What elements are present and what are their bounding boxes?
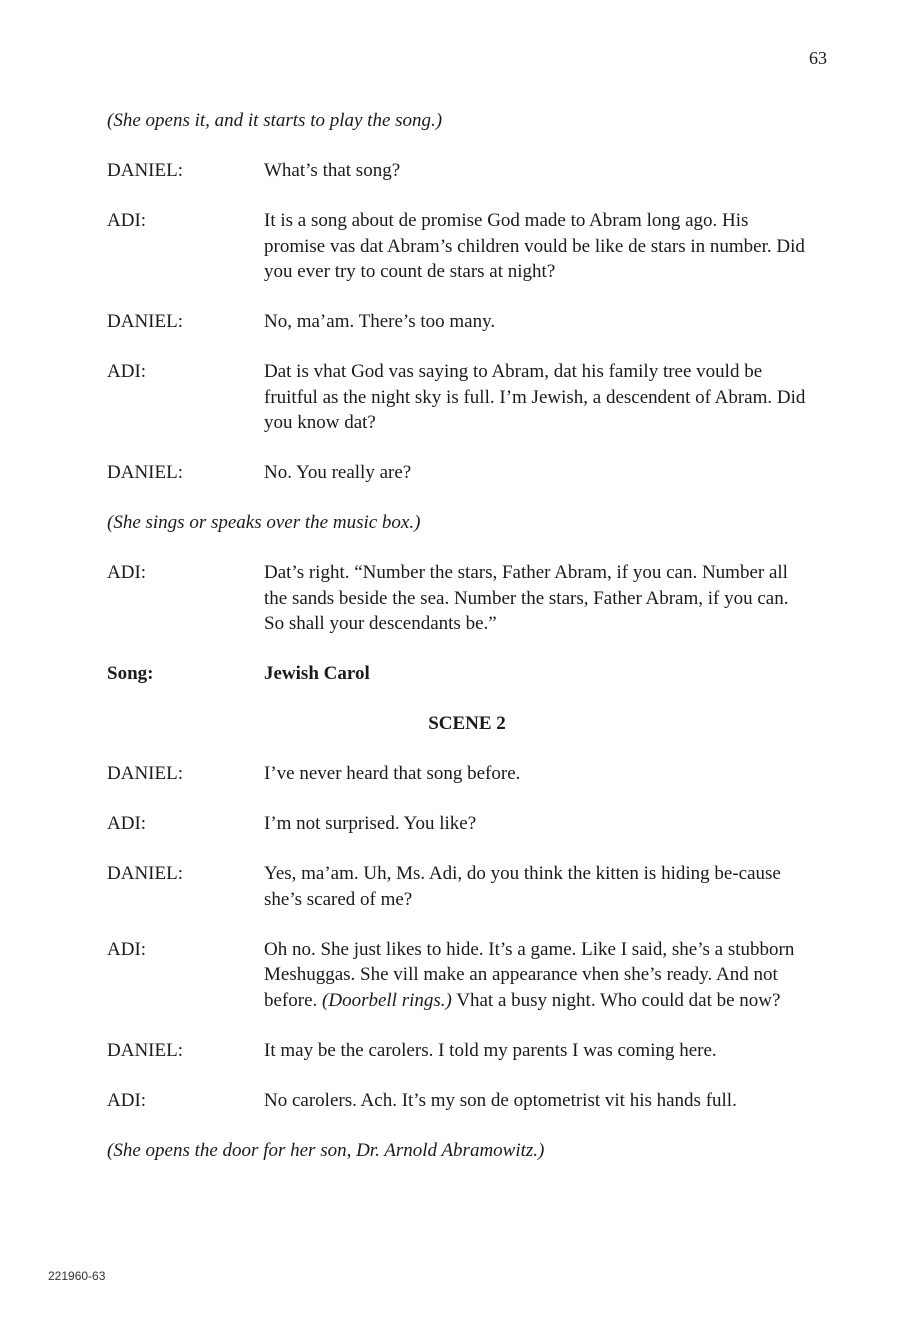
speaker-name: DANIEL: (107, 160, 183, 181)
song-cue (107, 661, 807, 687)
dialogue-line (107, 937, 807, 1014)
dialogue-text: It may be the carolers. I told my parents I was coming here. (264, 1039, 717, 1061)
inline-stage-direction: (Doorbell rings.) (322, 989, 452, 1011)
speaker-name: ADI: (107, 1089, 147, 1111)
speaker-name: DANIEL: (107, 1039, 183, 1061)
dialogue-text: No. You really are? (264, 462, 412, 483)
page-number: 63 (809, 48, 827, 68)
dialogue-text: It is a song about de promise God made to Abram long ago. His promise vas dat Abram’s children vould be like de stars in number. Did you ever try to count de stars at night? (264, 210, 805, 282)
speaker-name: DANIEL: (107, 863, 183, 884)
speaker-name: DANIEL: (107, 311, 183, 332)
dialogue-text: Yes, ma’am. Uh, Ms. Adi, do you think the kitten is hiding be-cause she’s scared of me? (264, 863, 781, 910)
speaker-name: ADI: (107, 813, 147, 834)
speaker-name: DANIEL: (107, 462, 183, 483)
scene-heading: SCENE 2 (428, 713, 506, 734)
stage-direction: (She sings or speaks over the music box.) (107, 512, 421, 533)
dialogue-text: I’ve never heard that song before. (264, 763, 521, 784)
song-label: Song: (107, 663, 154, 684)
dialogue-text: Dat is vhat God vas saying to Abram, dat his family tree vould be fruitful as the night sky is full. I’m Jewish, a descendent of Abram. Did you know dat? (264, 361, 806, 433)
dialogue-text-part: Oh no. She just likes to hide. It’s a game. Like I said, she’s a stubborn Meshuggas. She vill make an appearance vhen she’s ready. And not before. (264, 938, 795, 1011)
footer-code: 221960-63 (48, 1269, 106, 1283)
speaker-name: ADI: (107, 210, 147, 231)
dialogue-line (107, 560, 807, 637)
dialogue-line (107, 309, 807, 335)
stage-direction: (She opens it, and it starts to play the song.) (107, 110, 443, 131)
speaker-name: ADI: (107, 361, 147, 382)
dialogue-line (107, 460, 807, 486)
dialogue-line (107, 1088, 807, 1114)
dialogue-line (107, 761, 807, 787)
song-title: Jewish Carol (264, 663, 370, 684)
dialogue-text: No carolers. Ach. It’s my son de optometrist vit his hands full. (264, 1089, 737, 1111)
dialogue-text-part: Vhat a busy night. Who could dat be now? (451, 989, 781, 1011)
dialogue-line (107, 359, 807, 436)
speaker-name: ADI: (107, 562, 147, 583)
stage-direction: (She opens the door for her son, Dr. Arnold Abramowitz.) (107, 1139, 545, 1161)
dialogue-text: No, ma’am. There’s too many. (264, 311, 496, 332)
speaker-name: DANIEL: (107, 763, 183, 784)
dialogue-line (107, 208, 807, 285)
dialogue-line (107, 158, 807, 184)
dialogue-line (107, 861, 807, 912)
dialogue-text: I’m not surprised. You like? (264, 813, 477, 834)
dialogue-text: What’s that song? (264, 160, 401, 181)
dialogue-text: Dat’s right. “Number the stars, Father Abram, if you can. Number all the sands beside the sea. Number the stars, Father Abram, if you can. So shall your descendants be.” (264, 562, 789, 634)
speaker-name: ADI: (107, 938, 147, 960)
dialogue-line (107, 1038, 807, 1064)
dialogue-text (264, 937, 807, 1014)
script-page-content (107, 108, 807, 1188)
dialogue-line (107, 811, 807, 837)
